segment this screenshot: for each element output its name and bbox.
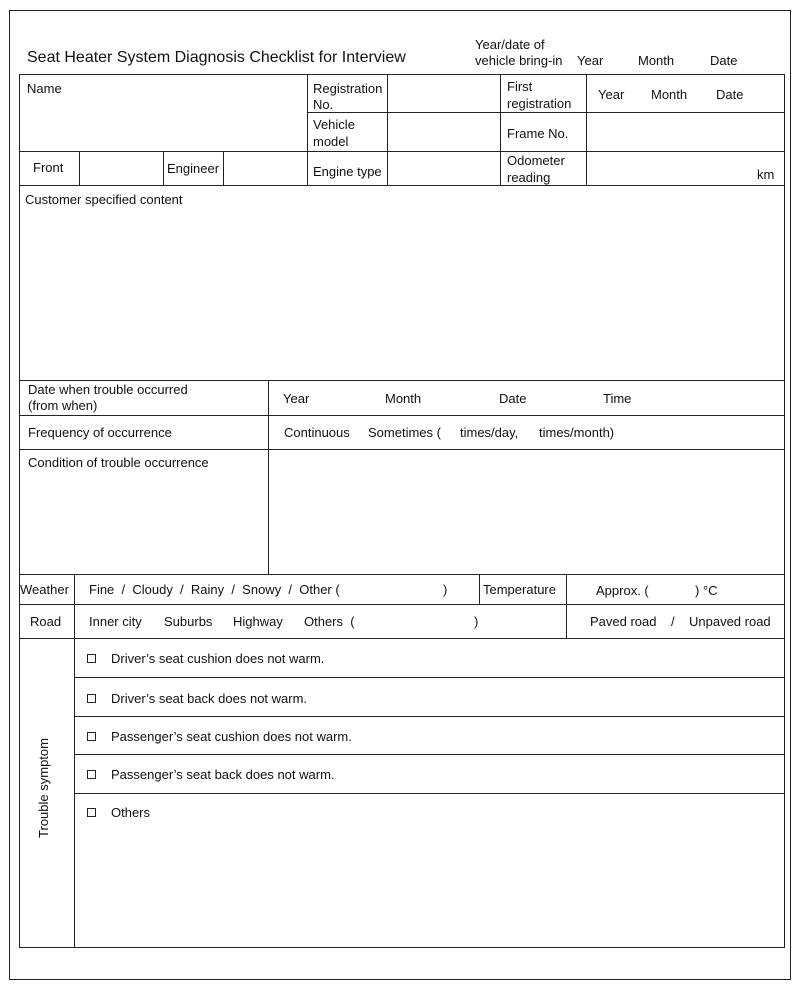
grid-line <box>74 754 785 755</box>
trouble-date-label-line1: Date when trouble occurred <box>28 382 188 397</box>
trouble-date: Date <box>499 391 527 406</box>
customer-content-label: Customer specified content <box>25 192 183 207</box>
frequency-label: Frequency of occurrence <box>28 425 172 440</box>
grid-line <box>479 574 480 604</box>
grid-line <box>19 74 785 75</box>
grid-line <box>19 185 785 186</box>
bring-in-month: Month <box>638 53 675 68</box>
engine-type-label: Engine type <box>313 164 382 179</box>
engineer-label: Engineer <box>167 161 220 176</box>
symptom-checkbox[interactable] <box>87 770 96 779</box>
grid-line <box>566 574 567 638</box>
km-unit: km <box>757 167 775 182</box>
temperature-approx: Approx. ( <box>596 583 649 598</box>
frequency-sometimes: Sometimes ( <box>368 425 441 440</box>
odometer-label-line1: Odometer <box>507 153 565 168</box>
grid-line <box>163 151 164 185</box>
road-inner-city: Inner city <box>89 614 142 629</box>
symptom-checkbox[interactable] <box>87 654 96 663</box>
symptom-checkbox[interactable] <box>87 732 96 741</box>
grid-line <box>79 151 80 185</box>
bring-in-label-line2: vehicle bring-in <box>475 53 563 68</box>
symptom-item: Driver’s seat cushion does not warm. <box>111 651 325 666</box>
road-close-paren: ) <box>474 614 479 629</box>
vehicle-model-label-line2: model <box>313 134 349 149</box>
frequency-continuous: Continuous <box>284 425 350 440</box>
grid-line <box>586 74 587 185</box>
grid-line <box>307 112 785 113</box>
symptom-item: Passenger’s seat back does not warm. <box>111 767 335 782</box>
road-highway: Highway <box>233 614 283 629</box>
bring-in-year: Year <box>577 53 604 68</box>
grid-line <box>74 574 75 638</box>
grid-line <box>784 74 785 948</box>
temperature-label: Temperature <box>483 582 556 597</box>
symptom-item: Passenger’s seat cushion does not warm. <box>111 729 352 744</box>
grid-line <box>19 380 785 381</box>
grid-line <box>387 74 388 185</box>
trouble-year: Year <box>283 391 310 406</box>
grid-line <box>74 677 785 678</box>
temperature-unit: ) °C <box>695 583 718 598</box>
page-frame <box>9 10 791 980</box>
grid-line <box>19 74 20 948</box>
grid-line <box>74 793 785 794</box>
grid-line <box>74 716 785 717</box>
trouble-symptom-label: Trouble symptom <box>36 738 51 838</box>
symptom-checkbox[interactable] <box>87 808 96 817</box>
frequency-times-day: times/day, <box>460 425 519 440</box>
weather-close-paren: ) <box>443 582 448 597</box>
weather-label: Weather <box>20 582 69 597</box>
grid-line <box>307 74 308 185</box>
grid-line <box>19 638 785 639</box>
first-registration-date: Date <box>716 87 744 102</box>
grid-line <box>19 449 785 450</box>
grid-line <box>268 380 269 574</box>
first-registration-month: Month <box>651 87 688 102</box>
grid-line <box>74 638 75 948</box>
frame-no-label: Frame No. <box>507 126 569 141</box>
road-others: Others ( <box>304 614 355 629</box>
bring-in-date: Date <box>710 53 738 68</box>
grid-line <box>19 151 785 152</box>
symptom-item: Others <box>111 805 151 820</box>
frequency-times-month: times/month) <box>539 425 615 440</box>
first-registration-year: Year <box>598 87 625 102</box>
road-label: Road <box>30 614 62 629</box>
first-registration-label-line2: registration <box>507 96 572 111</box>
symptom-checkbox[interactable] <box>87 694 96 703</box>
grid-line <box>223 151 224 185</box>
grid-line <box>19 574 785 575</box>
first-registration-label-line1: First <box>507 79 533 94</box>
road-suburbs: Suburbs <box>164 614 213 629</box>
road-surface: Paved road / Unpaved road <box>590 614 771 629</box>
vehicle-model-label-line1: Vehicle <box>313 117 355 132</box>
name-label: Name <box>27 81 62 96</box>
registration-label-line2: No. <box>313 97 334 112</box>
condition-label: Condition of trouble occurrence <box>28 455 209 470</box>
odometer-label-line2: reading <box>507 170 551 185</box>
symptom-item: Driver’s seat back does not warm. <box>111 691 308 706</box>
page-title: Seat Heater System Diagnosis Checklist for Interview <box>27 49 406 66</box>
trouble-time: Time <box>603 391 632 406</box>
front-label: Front <box>33 160 64 175</box>
weather-options: Fine / Cloudy / Rainy / Snowy / Other ( <box>89 582 340 597</box>
grid-line <box>19 604 785 605</box>
trouble-month: Month <box>385 391 422 406</box>
grid-line <box>19 947 785 948</box>
trouble-date-label-line2: (from when) <box>28 398 98 413</box>
grid-line <box>500 74 501 185</box>
grid-line <box>19 415 785 416</box>
bring-in-label-line1: Year/date of <box>475 37 545 52</box>
registration-label-line1: Registration <box>313 81 383 96</box>
